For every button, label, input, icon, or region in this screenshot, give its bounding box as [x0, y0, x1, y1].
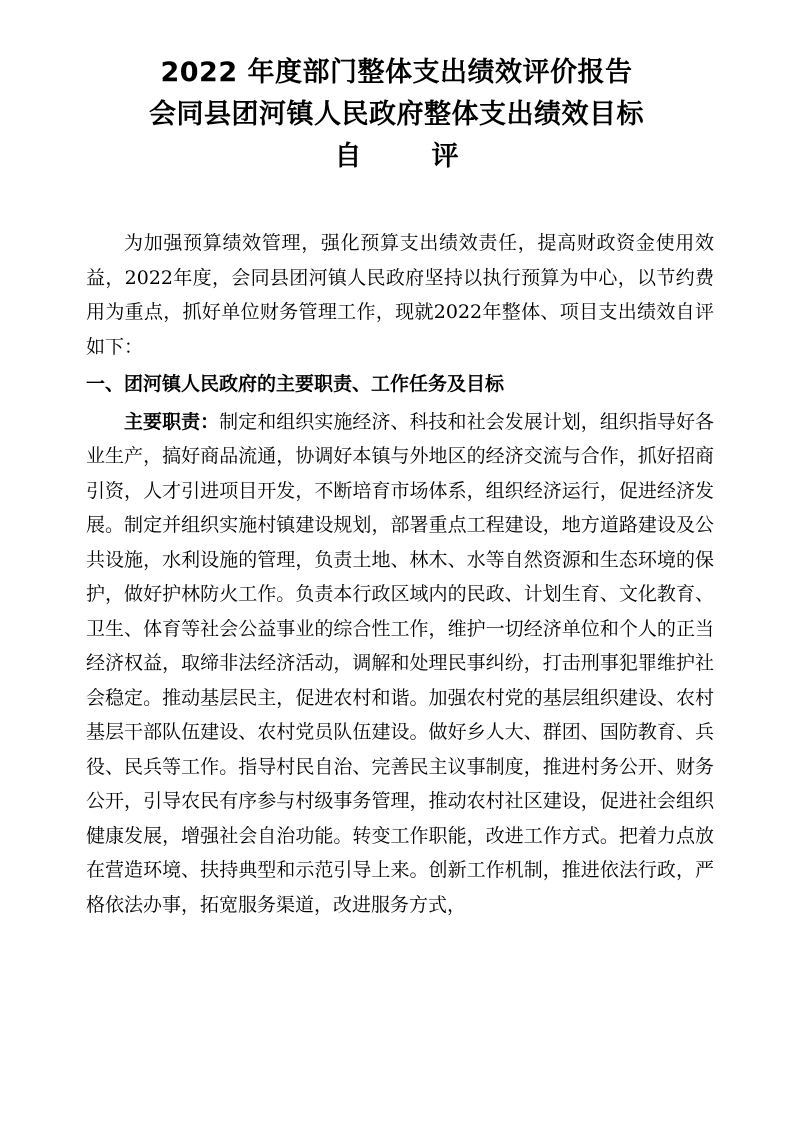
duties-label: 主要职责： — [124, 410, 220, 433]
title-line-1: 2022 年度部门整体支出绩效评价报告 — [160, 57, 633, 88]
duties-paragraph — [86, 405, 714, 923]
report-title — [0, 52, 793, 178]
document-body — [86, 226, 714, 922]
duties-text: 制定和组织实施经济、科技和社会发展计划，组织指导好各业生产，搞好商品流通，协调好本镇与外地区的经济交流与合作，抓好招商引资，人才引进项目开发，不断培育市场体系，组织经济运行，促进经济发展。制定并组织实施村镇建设规划，部署重点工程建设，地方道路建设及公共设施，水利设施的管理，负责土地、林木、水等自然资源和生态环境的保护，做好护林防火工作。负责本行政区域内的民政、计划生育、文化教育、卫生、体育等社会公益事业的综合性工作，维护一切经济单位和个人的正当经济权益，取缔非法经济活动，调解和处理民事纠纷，打击刑事犯罪维护社会稳定。推动基层民主，促进农村和谐。加强农村党的基层组织建设、农村基层干部队伍建设、农村党员队伍建设。做好乡人大、群团、国防教育、兵役、民兵等工作。指导村民自治、完善民主议事制度，推进村务公开、财务公开，引导农民有序参与村级事务管理，推动农村社区建设，促进社会组织健康发展，增强社会自治功能。转变工作职能，改进工作方式。把着力点放在营造环境、扶持典型和示范引导上来。创新工作机制，推进依法行政，严格依法办事，拓宽服务渠道，改进服务方式， — [86, 410, 714, 916]
section-heading: 一、团河镇人民政府的主要职责、工作任务及目标 — [86, 373, 505, 395]
title-line-2: 会同县团河镇人民政府整体支出绩效目标 — [149, 99, 644, 130]
title-line-3: 自评 — [334, 141, 529, 172]
intro-paragraph: 为加强预算绩效管理，强化预算支出绩效责任，提高财政资金使用效益，2022年度，会同县团河镇人民政府坚持以执行预算为中心，以节约费用为重点，抓好单位财务管理工作，现就2022年整体、项目支出绩效自评如下： — [86, 232, 714, 358]
